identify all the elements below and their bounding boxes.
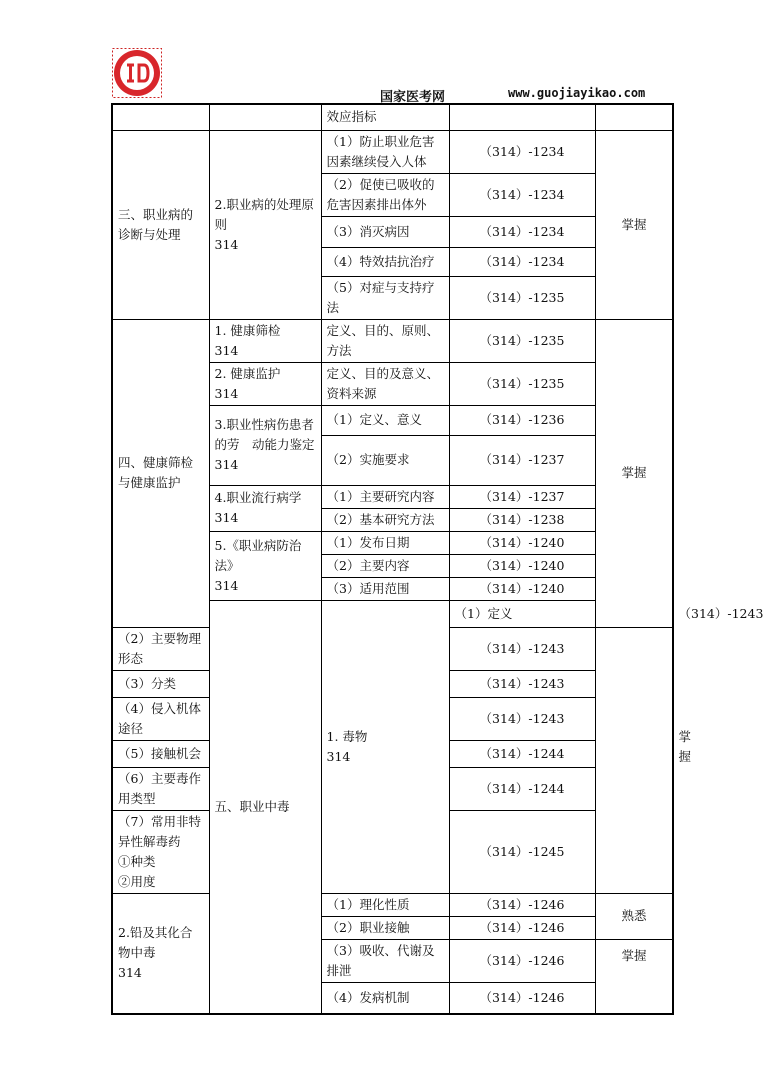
code-cell: （314）-1235: [449, 319, 595, 362]
subunit-cell: 4.职业流行病学 314: [209, 485, 321, 531]
code-cell: （314）-1244: [449, 767, 595, 810]
subunit-cell: 3.职业性病伤患者的劳 动能力鉴定 314: [209, 405, 321, 485]
unit-cell: 三、职业病的诊断与处理: [112, 130, 209, 319]
code-cell: （314）-1246: [449, 939, 595, 982]
item-cell: 效应指标: [321, 104, 449, 130]
code-cell: （314）-1234: [449, 247, 595, 276]
item-cell: （4）发病机制: [321, 982, 449, 1014]
subunit-cell: 1. 健康筛检 314: [209, 319, 321, 362]
item-cell: （4）特效拮抗治疗: [321, 247, 449, 276]
code-cell: （314）-1235: [449, 276, 595, 319]
item-cell: （1）理化性质: [321, 893, 449, 916]
item-cell: （3）消灭病因: [321, 216, 449, 247]
item-cell: （2）职业接触: [321, 916, 449, 939]
item-cell: （6）主要毒作用类型: [112, 767, 209, 810]
item-cell: （1）发布日期: [321, 531, 449, 554]
item-cell: （3）适用范围: [321, 577, 449, 600]
item-cell: （2）主要物理形态: [112, 627, 209, 670]
code-cell: （314）-1245: [449, 810, 595, 893]
item-cell: 定义、目的、原则、方法: [321, 319, 449, 362]
site-name: 国家医考网: [380, 90, 446, 105]
subunit-cell: 2.铅及其化合物中毒 314: [112, 893, 209, 1014]
code-cell: （314）-1235: [449, 362, 595, 405]
item-cell: （5）对症与支持疗法: [321, 276, 449, 319]
item-cell: （2）主要内容: [321, 554, 449, 577]
item-cell: （1）防止职业危害因素继续侵入人体: [321, 130, 449, 173]
site-url[interactable]: www.guojiayikao.com: [508, 86, 646, 100]
item-cell: （2）实施要求: [321, 435, 449, 485]
level-cell: 熟悉: [595, 893, 673, 939]
unit-cell: 五、职业中毒: [209, 600, 321, 1014]
code-cell: （314）-1243: [449, 670, 595, 697]
item-cell: （5）接触机会: [112, 740, 209, 767]
subunit-cell: 5.《职业病防治法》 314: [209, 531, 321, 600]
table-row: [112, 893, 673, 916]
code-cell: （314）-1246: [449, 982, 595, 1014]
item-cell: （3）吸收、代谢及排泄: [321, 939, 449, 982]
item-cell: （1）定义、意义: [321, 405, 449, 435]
code-cell: （314）-1244: [449, 740, 595, 767]
unit-cell: 四、健康筛检与健康监护: [112, 319, 209, 627]
item-cell: 定义、目的及意义、资料来源: [321, 362, 449, 405]
level-cell: 掌握: [595, 130, 673, 319]
item-cell: （3）分类: [112, 670, 209, 697]
code-cell: （314）-1234: [449, 216, 595, 247]
item-cell: （4）侵入机体途径: [112, 697, 209, 740]
red-seal-logo-icon: [112, 48, 162, 98]
code-cell: （314）-1246: [449, 893, 595, 916]
syllabus-table: [111, 103, 763, 1015]
subunit-cell: 1. 毒物 314: [321, 600, 449, 893]
code-cell: （314）-1236: [449, 405, 595, 435]
level-cell: 掌握: [595, 939, 673, 1014]
table-row: 五、职业中毒 1. 毒物 314 （1）定义 （314）-1243 掌握: [112, 600, 673, 627]
table-row: [112, 130, 673, 173]
subunit-cell: 2. 健康监护 314: [209, 362, 321, 405]
table-row: [112, 104, 673, 130]
item-cell: （7）常用非特异性解毒药 ①种类 ②用度: [112, 810, 209, 893]
table-row: [112, 319, 673, 362]
code-cell: （314）-1234: [449, 173, 595, 216]
code-cell: （314）-1243: [449, 697, 595, 740]
code-cell: （314）-1240: [449, 531, 595, 554]
code-cell: （314）-1238: [449, 508, 595, 531]
subunit-cell: 2.职业病的处理原则 314: [209, 130, 321, 319]
code-cell: （314）-1237: [449, 485, 595, 508]
item-cell: （2）基本研究方法: [321, 508, 449, 531]
level-cell: 掌握: [595, 319, 673, 627]
item-cell: （1）定义: [449, 600, 595, 627]
code-cell: （314）-1243: [449, 627, 595, 670]
code-cell: （314）-1237: [449, 435, 595, 485]
code-cell: （314）-1240: [449, 554, 595, 577]
item-cell: （1）主要研究内容: [321, 485, 449, 508]
code-cell: （314）-1246: [449, 916, 595, 939]
code-cell: （314）-1240: [449, 577, 595, 600]
item-cell: （2）促使已吸收的危害因素排出体外: [321, 173, 449, 216]
code-cell: （314）-1234: [449, 130, 595, 173]
